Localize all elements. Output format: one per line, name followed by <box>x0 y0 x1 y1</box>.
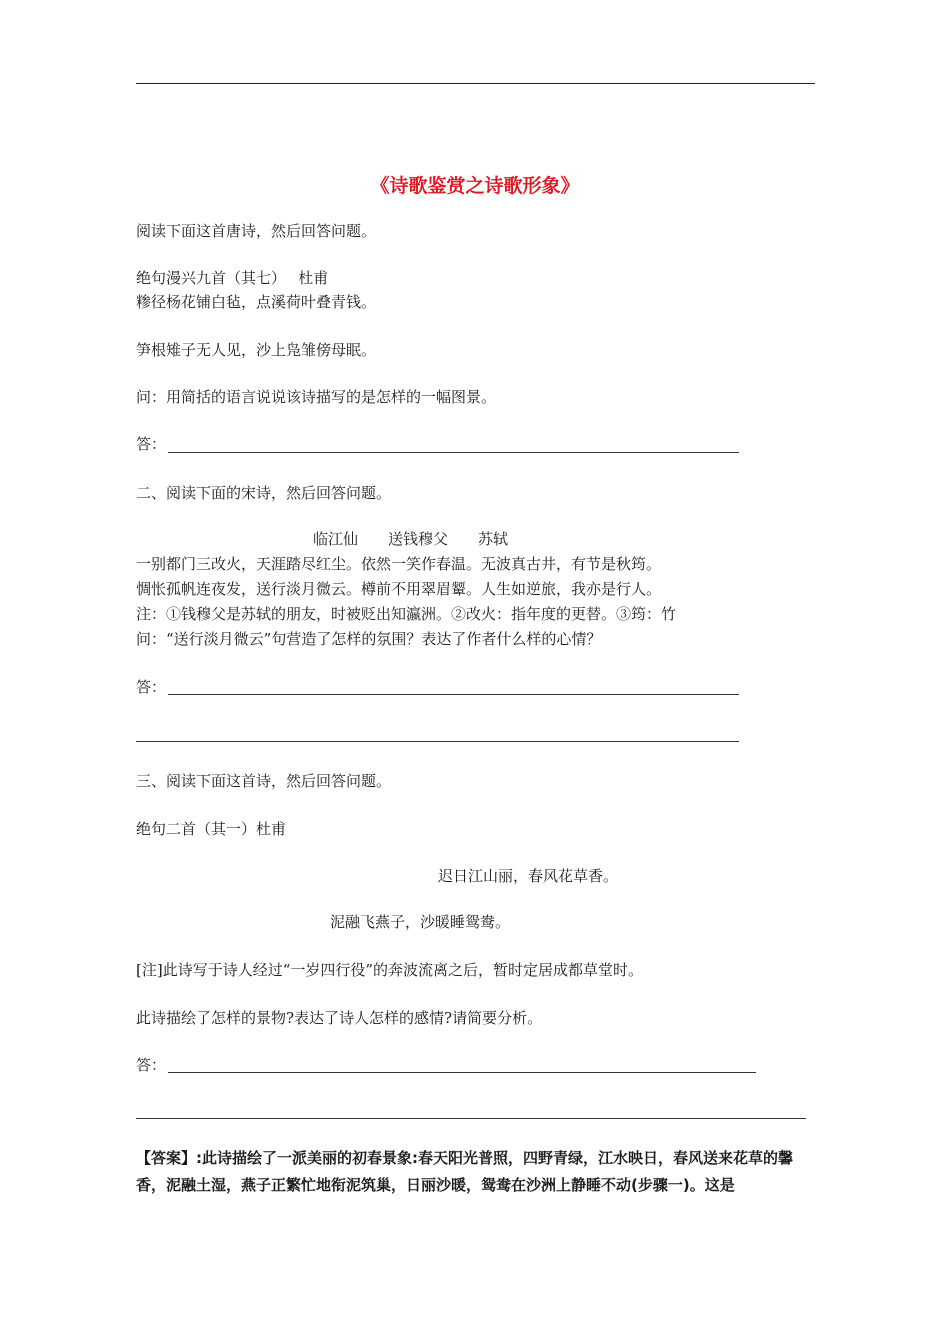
q1-question: 问：用简括的语言说说该诗描写的是怎样的一幅图景。 <box>136 388 497 406</box>
q2-poem-line-1: 一别都门三改火，天涯踏尽红尘。依然一笑作春温。无波真古井，有节是秋筠。 <box>136 555 662 573</box>
answer-paragraph <box>136 1145 816 1199</box>
q3-answer-line-2[interactable] <box>136 1118 806 1119</box>
answer-text: :此诗描绘了一派美丽的初春景象:春天阳光普照，四野青绿，江水映日，春风送来花草的馨香，泥融土湿，燕子正繁忙地衔泥筑巢，日丽沙暖，鸳鸯在沙洲上静睡不动(步骤一)。这是 <box>136 1149 794 1194</box>
q2-answer-label: 答： <box>136 678 167 696</box>
header-rule <box>136 83 815 84</box>
q2-poem-line-2: 惆怅孤帆连夜发，送行淡月微云。樽前不用翠眉颦。人生如逆旅，我亦是行人。 <box>136 580 662 598</box>
q3-poem-line-2: 泥融飞燕子，沙暖睡鸳鸯。 <box>330 913 511 931</box>
q1-intro: 阅读下面这首唐诗，然后回答问题。 <box>136 222 377 240</box>
q1-answer-line[interactable] <box>168 452 739 453</box>
q1-answer-label: 答： <box>136 435 167 453</box>
q2-question: 问：“送行淡月微云”句营造了怎样的氛围？表达了作者什么样的心情？ <box>136 630 602 648</box>
q3-note: [注]此诗写于诗人经过“一岁四行役”的奔波流离之后，暂时定居成都草堂时。 <box>136 961 644 979</box>
q3-answer-label: 答： <box>136 1056 167 1074</box>
q2-answer-line-1[interactable] <box>168 694 739 695</box>
page-title: 《诗歌鉴赏之诗歌形象》 <box>370 175 580 197</box>
q2-poem-title: 临江仙 送钱穆父 苏轼 <box>313 530 509 548</box>
q2-note: 注：①钱穆父是苏轼的朋友，时被贬出知瀛洲。②改火：指年度的更替。③筠：竹 <box>136 605 677 623</box>
q1-poem-line-2: 笋根雉子无人见，沙上凫雏傍母眠。 <box>136 341 377 359</box>
q1-poem-title: 绝句漫兴九首（其七） 杜甫 <box>136 269 329 287</box>
q3-intro: 三、阅读下面这首诗，然后回答问题。 <box>136 772 392 790</box>
q3-answer-line-1[interactable] <box>168 1072 756 1073</box>
q3-question: 此诗描绘了怎样的景物?表达了诗人怎样的感情?请简要分析。 <box>136 1009 543 1027</box>
q2-intro: 二、阅读下面的宋诗，然后回答问题。 <box>136 484 392 502</box>
q3-poem-title: 绝句二首（其一）杜甫 <box>136 820 287 838</box>
q2-answer-line-2[interactable] <box>136 741 739 742</box>
q3-poem-line-1: 迟日江山丽，春风花草香。 <box>438 867 619 885</box>
q1-poem-line-1: 糁径杨花铺白毡，点溪荷叶叠青钱。 <box>136 293 377 311</box>
answer-tag: 【答案】 <box>136 1149 197 1167</box>
